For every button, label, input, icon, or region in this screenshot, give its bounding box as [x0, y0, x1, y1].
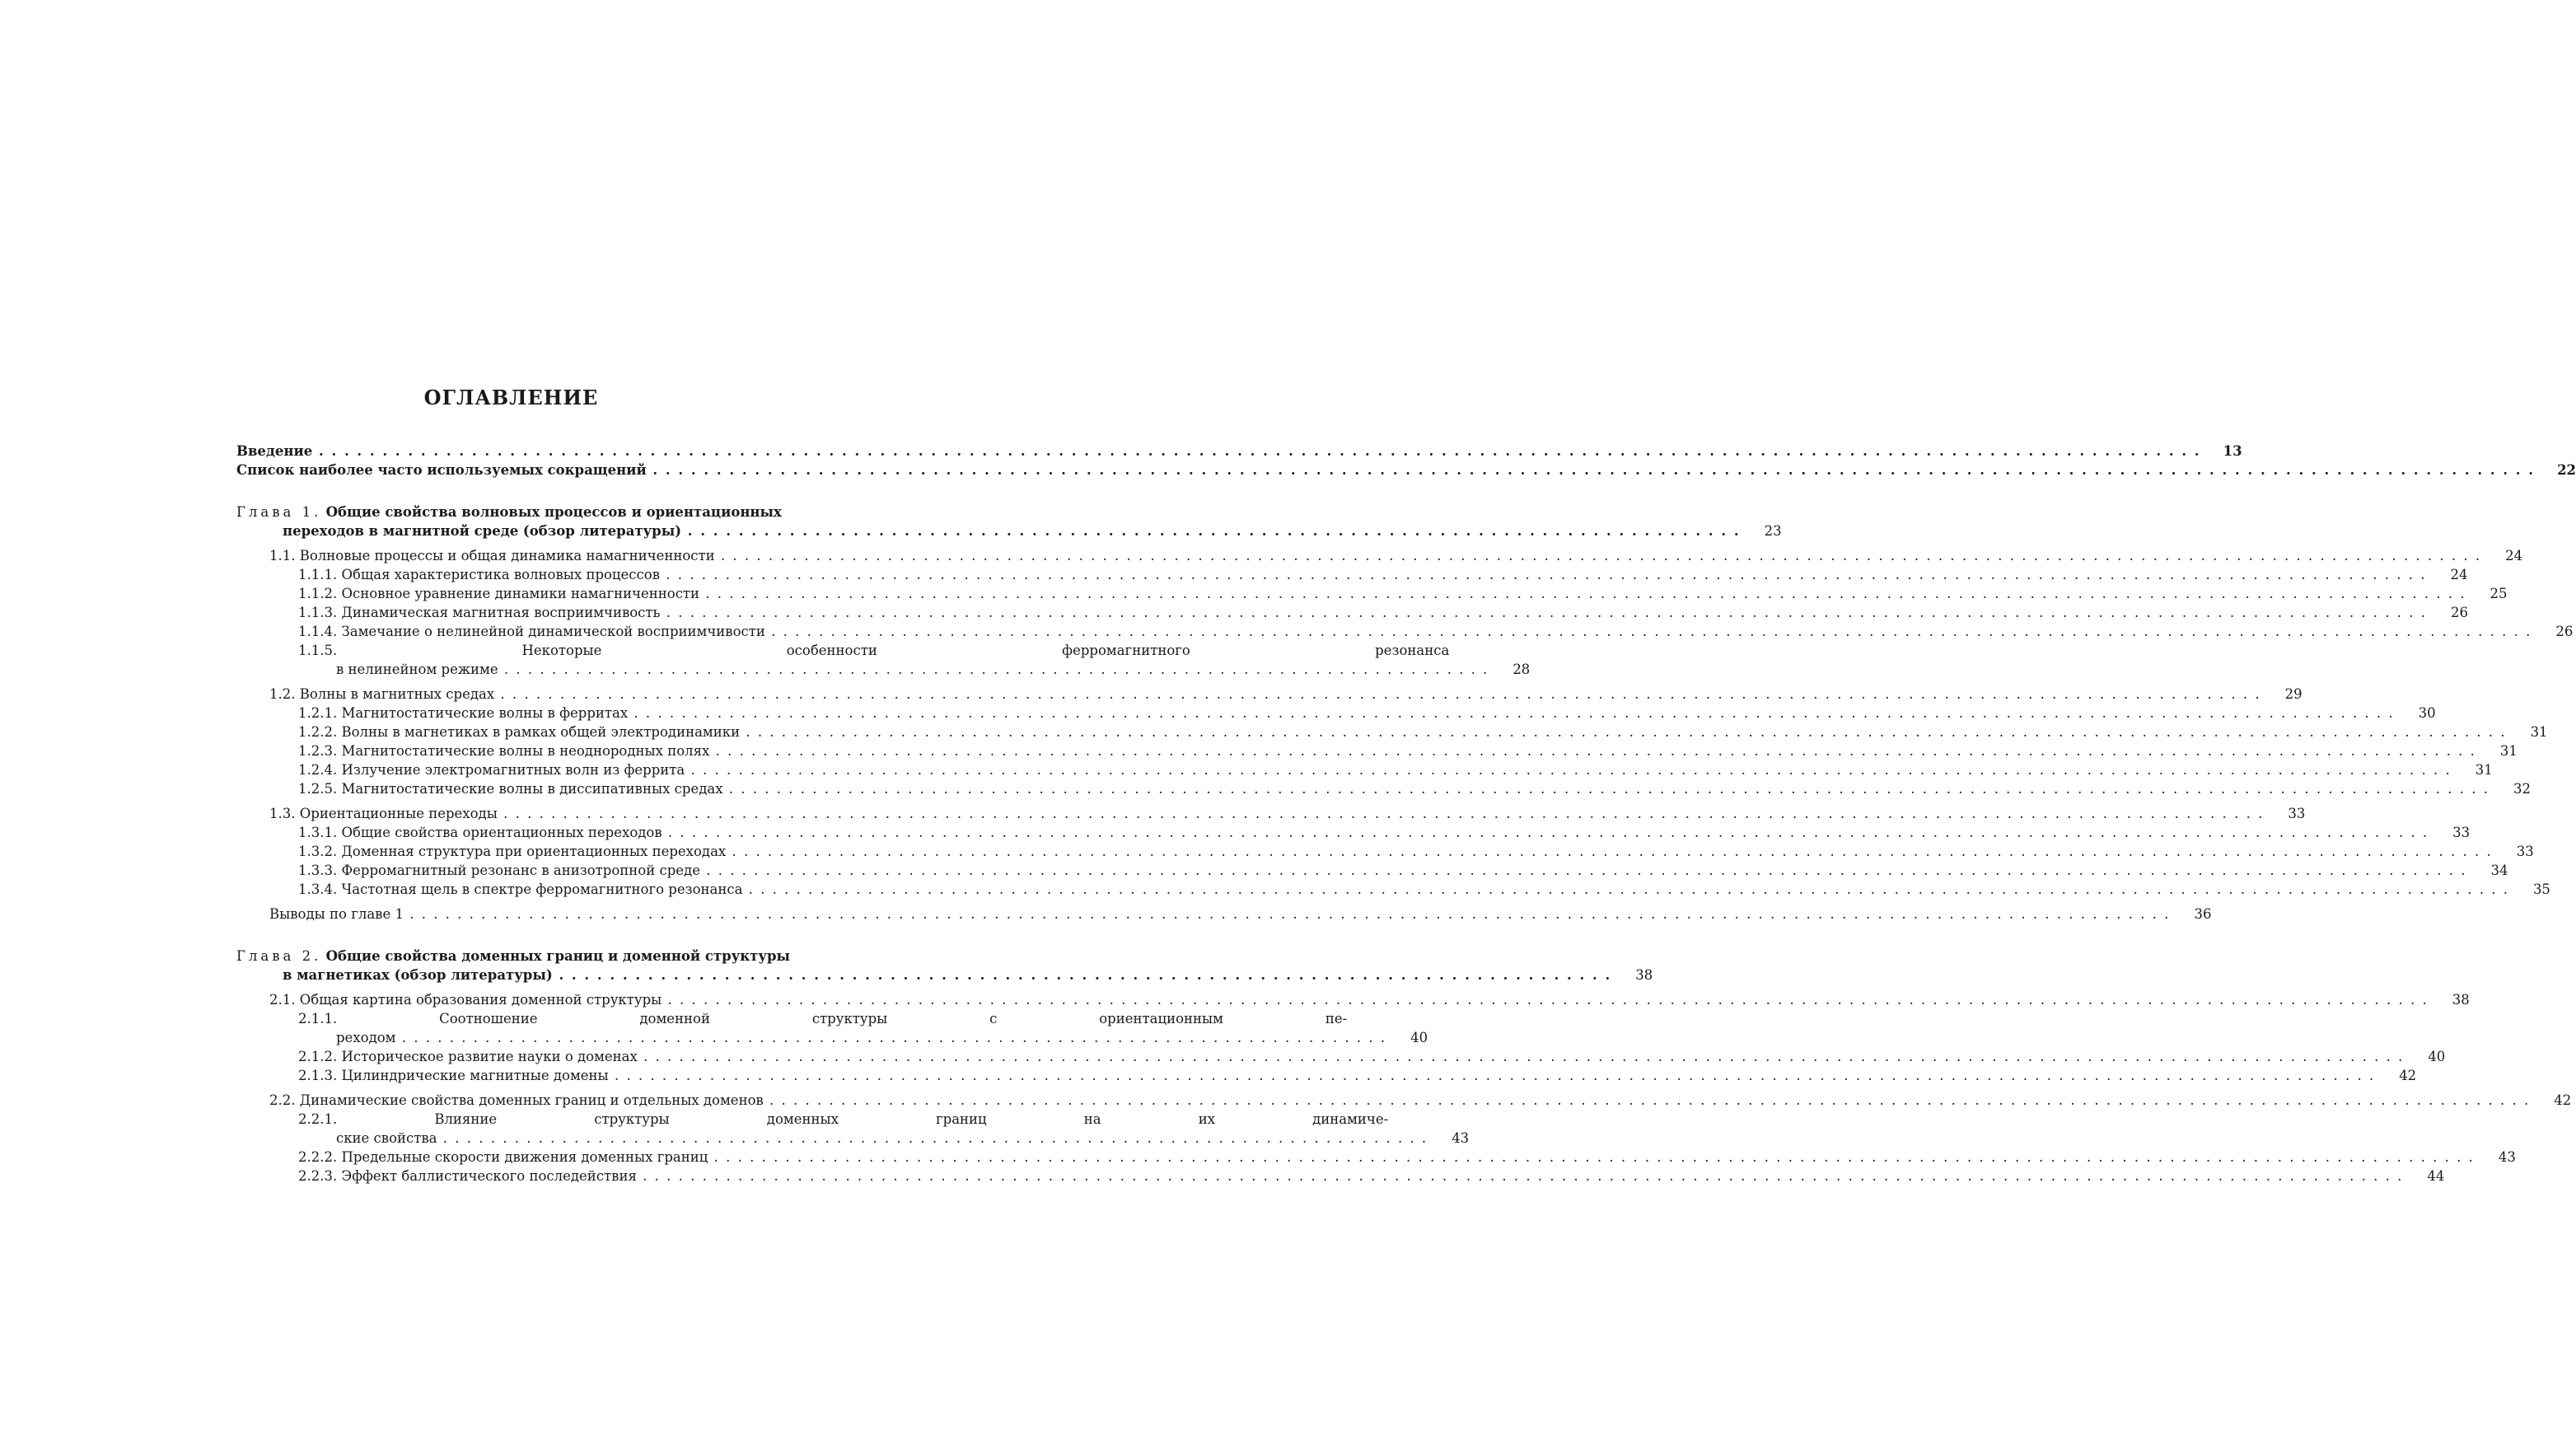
- toc-section-2-1-3[interactable]: [236, 1066, 2417, 1085]
- chapter-title-line1: Общие свойства волновых процессов и ориентационных: [325, 504, 782, 520]
- entry-page: 34: [2490, 863, 2508, 878]
- toc-section-1-1-2[interactable]: [236, 584, 2508, 603]
- toc-section-2-2-1[interactable]: [236, 1110, 1470, 1148]
- entry-page: 33: [2288, 806, 2306, 821]
- entry-text: 1.3.3. Ферромагнитный резонанс в анизотропной среде . . .: [298, 861, 2466, 880]
- chapter-label: Глава 2.: [236, 948, 322, 964]
- toc-entry-introduction[interactable]: [236, 442, 2242, 461]
- entry-page: 43: [1452, 1130, 1470, 1146]
- entry-text: 1.3.2. Доменная структура при ориентационных переходах . . .: [298, 842, 2493, 861]
- entry-text: 1.2.1. Магнитостатические волны в ферритах . . .: [298, 704, 2395, 722]
- toc-chapter-1-conclusions[interactable]: [236, 905, 2212, 924]
- entry-text: 1.2.4. Излучение электромагнитных волн из феррита . . .: [298, 760, 2452, 779]
- toc-section-2-1[interactable]: [236, 990, 2470, 1009]
- chapter-title-line1: Общие свойства доменных границ и доменной структуры: [325, 948, 791, 964]
- toc-section-2-1-1[interactable]: [236, 1009, 1428, 1047]
- entry-text: Введение . . .: [236, 442, 2201, 461]
- entry-page: 24: [2505, 548, 2523, 564]
- chapter-label: Глава 1.: [236, 504, 322, 520]
- entry-text: 1.3.4. Частотная щель в спектре ферромагнитного резонанса . . .: [298, 880, 2509, 899]
- toc-section-1-1-3[interactable]: [236, 603, 2469, 622]
- entry-text: 2.1. Общая картина образования доменной структуры . . .: [269, 990, 2429, 1009]
- entry-text-line2: реходом . . .: [298, 1028, 1386, 1047]
- chapter-title-line2: переходов в магнитной среде (обзор литературы) . . .: [236, 521, 1741, 540]
- toc-section-2-1-2[interactable]: [236, 1047, 2446, 1066]
- entry-page: 32: [2513, 781, 2532, 797]
- entry-page: 31: [2499, 743, 2518, 759]
- toc-section-2-2-2[interactable]: [236, 1148, 2516, 1167]
- entry-text: 1.3.1. Общие свойства ориентационных переходов . . .: [298, 823, 2429, 842]
- toc-section-1-2[interactable]: [236, 685, 2303, 704]
- entry-page: 42: [2554, 1092, 2572, 1108]
- entry-page: 38: [2452, 992, 2470, 1008]
- entry-page: 43: [2498, 1149, 2516, 1165]
- entry-text: 1.2.5. Магнитостатические волны в диссипативных средах . . .: [298, 779, 2490, 798]
- entry-text: 1.1.2. Основное уравнение динамики намагниченности . . .: [298, 584, 2466, 603]
- entry-page: 30: [2418, 705, 2436, 721]
- entry-text: Список наиболее часто используемых сокращений . . .: [236, 461, 2535, 479]
- toc-chapter-2[interactable]: [236, 947, 1653, 984]
- entry-text: 1.2.3. Магнитостатические волны в неоднородных полях . . .: [298, 741, 2476, 760]
- entry-text: 2.2.2. Предельные скорости движения доменных границ . . .: [298, 1148, 2475, 1167]
- entry-text: 1.3. Ориентационные переходы . . .: [269, 804, 2264, 823]
- entry-page: 31: [2475, 762, 2493, 778]
- toc-section-1-3-3[interactable]: [236, 861, 2508, 880]
- entry-text: 1.1.4. Замечание о нелинейной динамической восприимчивости . . .: [298, 622, 2532, 641]
- toc-section-1-2-4[interactable]: [236, 760, 2493, 779]
- entry-page: 26: [2555, 624, 2574, 639]
- entry-text: 1.1.1. Общая характеристика волновых процессов . . .: [298, 565, 2427, 584]
- entry-page: 42: [2399, 1068, 2417, 1083]
- toc-section-2-2[interactable]: [236, 1091, 2572, 1110]
- entry-page: 33: [2516, 844, 2534, 859]
- entry-text-line2: в нелинейном режиме . . .: [298, 660, 1489, 679]
- toc-section-1-2-1[interactable]: [236, 704, 2436, 722]
- entry-page: 40: [2428, 1049, 2446, 1064]
- toc-section-1-2-3[interactable]: [236, 741, 2518, 760]
- toc-entry-abbreviations[interactable]: [236, 461, 2576, 479]
- toc-section-1-3-4[interactable]: [236, 880, 2550, 899]
- entry-page: 23: [1764, 523, 1782, 539]
- entry-page: 28: [1512, 662, 1531, 677]
- entry-page: 31: [2530, 724, 2548, 740]
- entry-text: Выводы по главе 1 . . .: [269, 905, 2170, 924]
- entry-text: 2.1.3. Цилиндрические магнитные домены . . .: [298, 1066, 2375, 1085]
- toc-section-1-2-5[interactable]: [236, 779, 2532, 798]
- toc-section-1-3-2[interactable]: [236, 842, 2534, 861]
- entry-page: 24: [2450, 567, 2468, 582]
- toc-section-1-3-1[interactable]: [236, 823, 2471, 842]
- table-of-contents: [236, 442, 2576, 1185]
- entry-text: 2.2.3. Эффект баллистического последействия . . .: [298, 1167, 2403, 1185]
- toc-chapter-1[interactable]: [236, 503, 1782, 540]
- chapter-title-line2: в магнетиках (обзор литературы) . . .: [236, 966, 1611, 984]
- toc-section-1-1-4[interactable]: [236, 622, 2574, 641]
- entry-page: 36: [2194, 906, 2212, 922]
- entry-page: 13: [2223, 443, 2242, 459]
- entry-text-line1: 2.1.1. Соотношение доменной структуры с ориентационным пе-: [298, 1011, 1348, 1026]
- entry-page: 35: [2532, 881, 2550, 897]
- entry-page: 25: [2490, 586, 2508, 601]
- entry-text: 1.1. Волновые процессы и общая динамика намагниченности . . .: [269, 546, 2481, 565]
- entry-page: 40: [1410, 1030, 1428, 1045]
- toc-title: ОГЛАВЛЕНИЕ: [423, 386, 599, 409]
- toc-section-1-3[interactable]: [236, 804, 2306, 823]
- entry-page: 33: [2452, 825, 2471, 840]
- entry-text: 2.2. Динамические свойства доменных границ и отдельных доменов . . .: [269, 1091, 2530, 1110]
- toc-section-2-2-3[interactable]: [236, 1167, 2445, 1185]
- entry-text: 2.1.2. Историческое развитие науки о доменах . . .: [298, 1047, 2404, 1066]
- entry-text: 1.1.3. Динамическая магнитная восприимчивость . . .: [298, 603, 2427, 622]
- entry-text: 1.2.2. Волны в магнетиках в рамках общей электродинамики . . .: [298, 722, 2507, 741]
- toc-section-1-1[interactable]: [236, 546, 2523, 565]
- entry-text-line1: 1.1.5. Некоторые особенности ферромагнитного резонанса: [298, 643, 1450, 658]
- entry-text-line2: ские свойства . . .: [298, 1129, 1428, 1148]
- entry-page: 44: [2427, 1168, 2445, 1184]
- entry-page: 26: [2451, 605, 2469, 620]
- entry-text: 1.2. Волны в магнитных средах . . .: [269, 685, 2261, 704]
- entry-page: 22: [2557, 462, 2576, 478]
- entry-text-line1: 2.2.1. Влияние структуры доменных границ на их динамиче-: [298, 1111, 1389, 1127]
- entry-page: 38: [1635, 967, 1653, 983]
- toc-section-1-1-5[interactable]: [236, 641, 1531, 679]
- toc-section-1-1-1[interactable]: [236, 565, 2468, 584]
- entry-page: 29: [2284, 686, 2303, 702]
- toc-section-1-2-2[interactable]: [236, 722, 2548, 741]
